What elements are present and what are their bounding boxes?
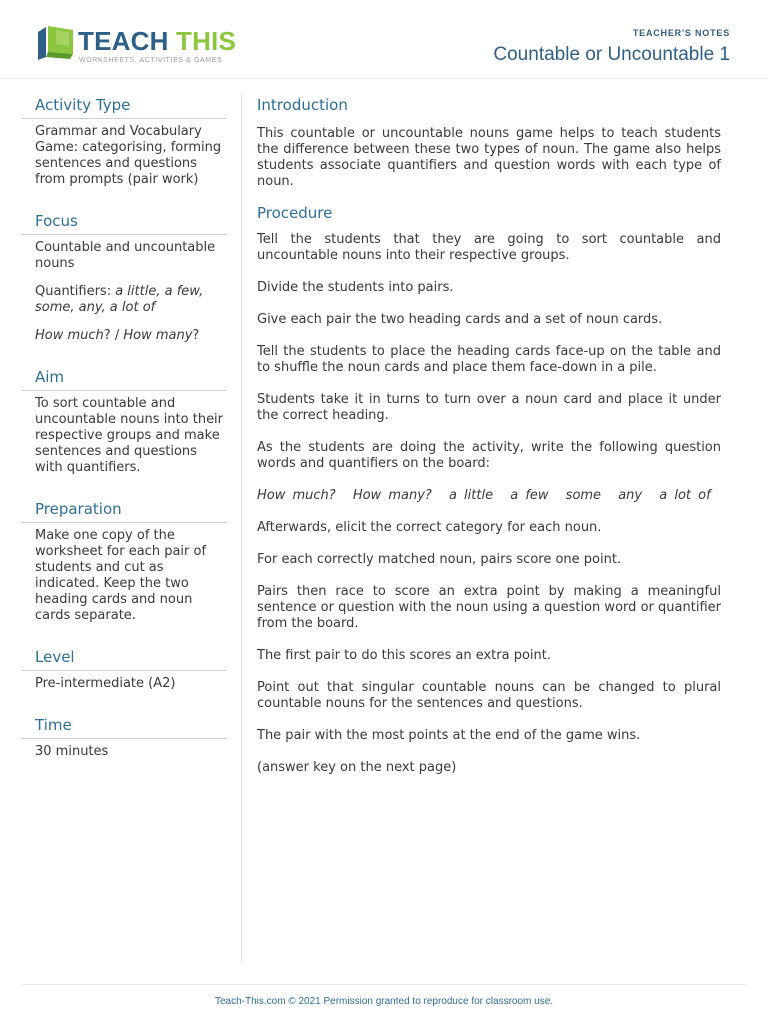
focus-heading: Focus [22, 208, 226, 235]
level-section [22, 644, 226, 692]
procedure-step: Students take it in turns to turn over a noun card and place it under the correct heading. [257, 392, 721, 423]
focus-section [22, 208, 226, 344]
procedure-step: Tell the students that they are going to sort countable and uncountable nouns into their respective groups. [257, 232, 721, 263]
question-words-line [257, 488, 721, 504]
quantifier: some [565, 488, 602, 503]
main-content [257, 94, 721, 792]
sidebar [22, 92, 226, 780]
header [0, 0, 768, 79]
aim-heading: Aim [22, 364, 226, 391]
time-heading: Time [22, 712, 226, 739]
book-icon [36, 24, 76, 62]
level-text: Pre-intermediate (A2) [35, 676, 176, 691]
logo-wordmark: TEACH THIS [78, 26, 237, 56]
teach-this-logo[interactable] [36, 22, 236, 70]
focus-questions: How much? / How many? [35, 328, 200, 343]
footer [22, 984, 746, 1007]
introduction-heading: Introduction [257, 96, 348, 114]
question-word: How many? [352, 488, 432, 503]
activity-type-text: Grammar and Vocabulary Game: categorising, forming sentences and questions from prompts (pair work) [35, 124, 222, 187]
logo-tagline: WORKSHEETS, ACTIVITIES & GAMES [79, 57, 223, 64]
quantifier: any [618, 488, 643, 503]
procedure-step: Divide the students into pairs. [257, 280, 454, 295]
time-section [22, 712, 226, 760]
procedure-step: For each correctly matched noun, pairs score one point. [257, 552, 622, 567]
quantifier: a lot of [659, 488, 711, 503]
procedure-step: Point out that singular countable nouns can be changed to plural countable nouns for the sentences and questions. [257, 680, 721, 711]
quantifier: a few [510, 488, 549, 503]
page-title: Countable or Uncountable 1 [493, 44, 730, 65]
procedure-step: Afterwards, elicit the correct category for each noun. [257, 520, 602, 535]
focus-quantifiers: Quantifiers: a little, a few, some, any, a lot of [35, 284, 204, 315]
teachers-notes-label: TEACHER'S NOTES [632, 28, 730, 38]
procedure-step: Tell the students to place the heading cards face-up on the table and to shuffle the noun cards and place them face-down in a pile. [257, 344, 721, 375]
preparation-text: Make one copy of the worksheet for each pair of students and cut as indicated. Keep the two heading cards and noun cards separate. [35, 528, 207, 623]
answer-key-note: (answer key on the next page) [257, 760, 457, 775]
preparation-heading: Preparation [22, 496, 226, 523]
quantifier: a little [448, 488, 494, 503]
level-heading: Level [22, 644, 226, 671]
activity-type-section [22, 92, 226, 188]
procedure-step: The pair with the most points at the end of the game wins. [257, 728, 641, 743]
procedure-step: The first pair to do this scores an extra point. [257, 648, 551, 663]
introduction-text: This countable or uncountable nouns game helps to teach students the difference between these two types of noun. The game also helps students associate quantifiers and question words with each type of noun. [257, 126, 721, 189]
copyright-text: Teach-This.com © 2021 Permission granted to reproduce for classroom use. [214, 996, 554, 1007]
column-divider [241, 92, 242, 964]
procedure-step: As the students are doing the activity, write the following question words and quantifiers on the board: [257, 440, 721, 471]
question-word: How much? [257, 488, 336, 503]
aim-text: To sort countable and uncountable nouns into their respective groups and make sentences and questions with quantifiers. [35, 396, 224, 475]
activity-type-heading: Activity Type [22, 92, 226, 119]
procedure-heading: Procedure [257, 204, 333, 222]
aim-section [22, 364, 226, 476]
procedure-step: Pairs then race to score an extra point by making a meaningful sentence or question with the noun using a question word or quantifier from the board. [257, 584, 721, 631]
preparation-section [22, 496, 226, 624]
focus-nouns-text: Countable and uncountable nouns [35, 240, 216, 271]
time-text: 30 minutes [35, 744, 109, 759]
procedure-step: Give each pair the two heading cards and a set of noun cards. [257, 312, 663, 327]
